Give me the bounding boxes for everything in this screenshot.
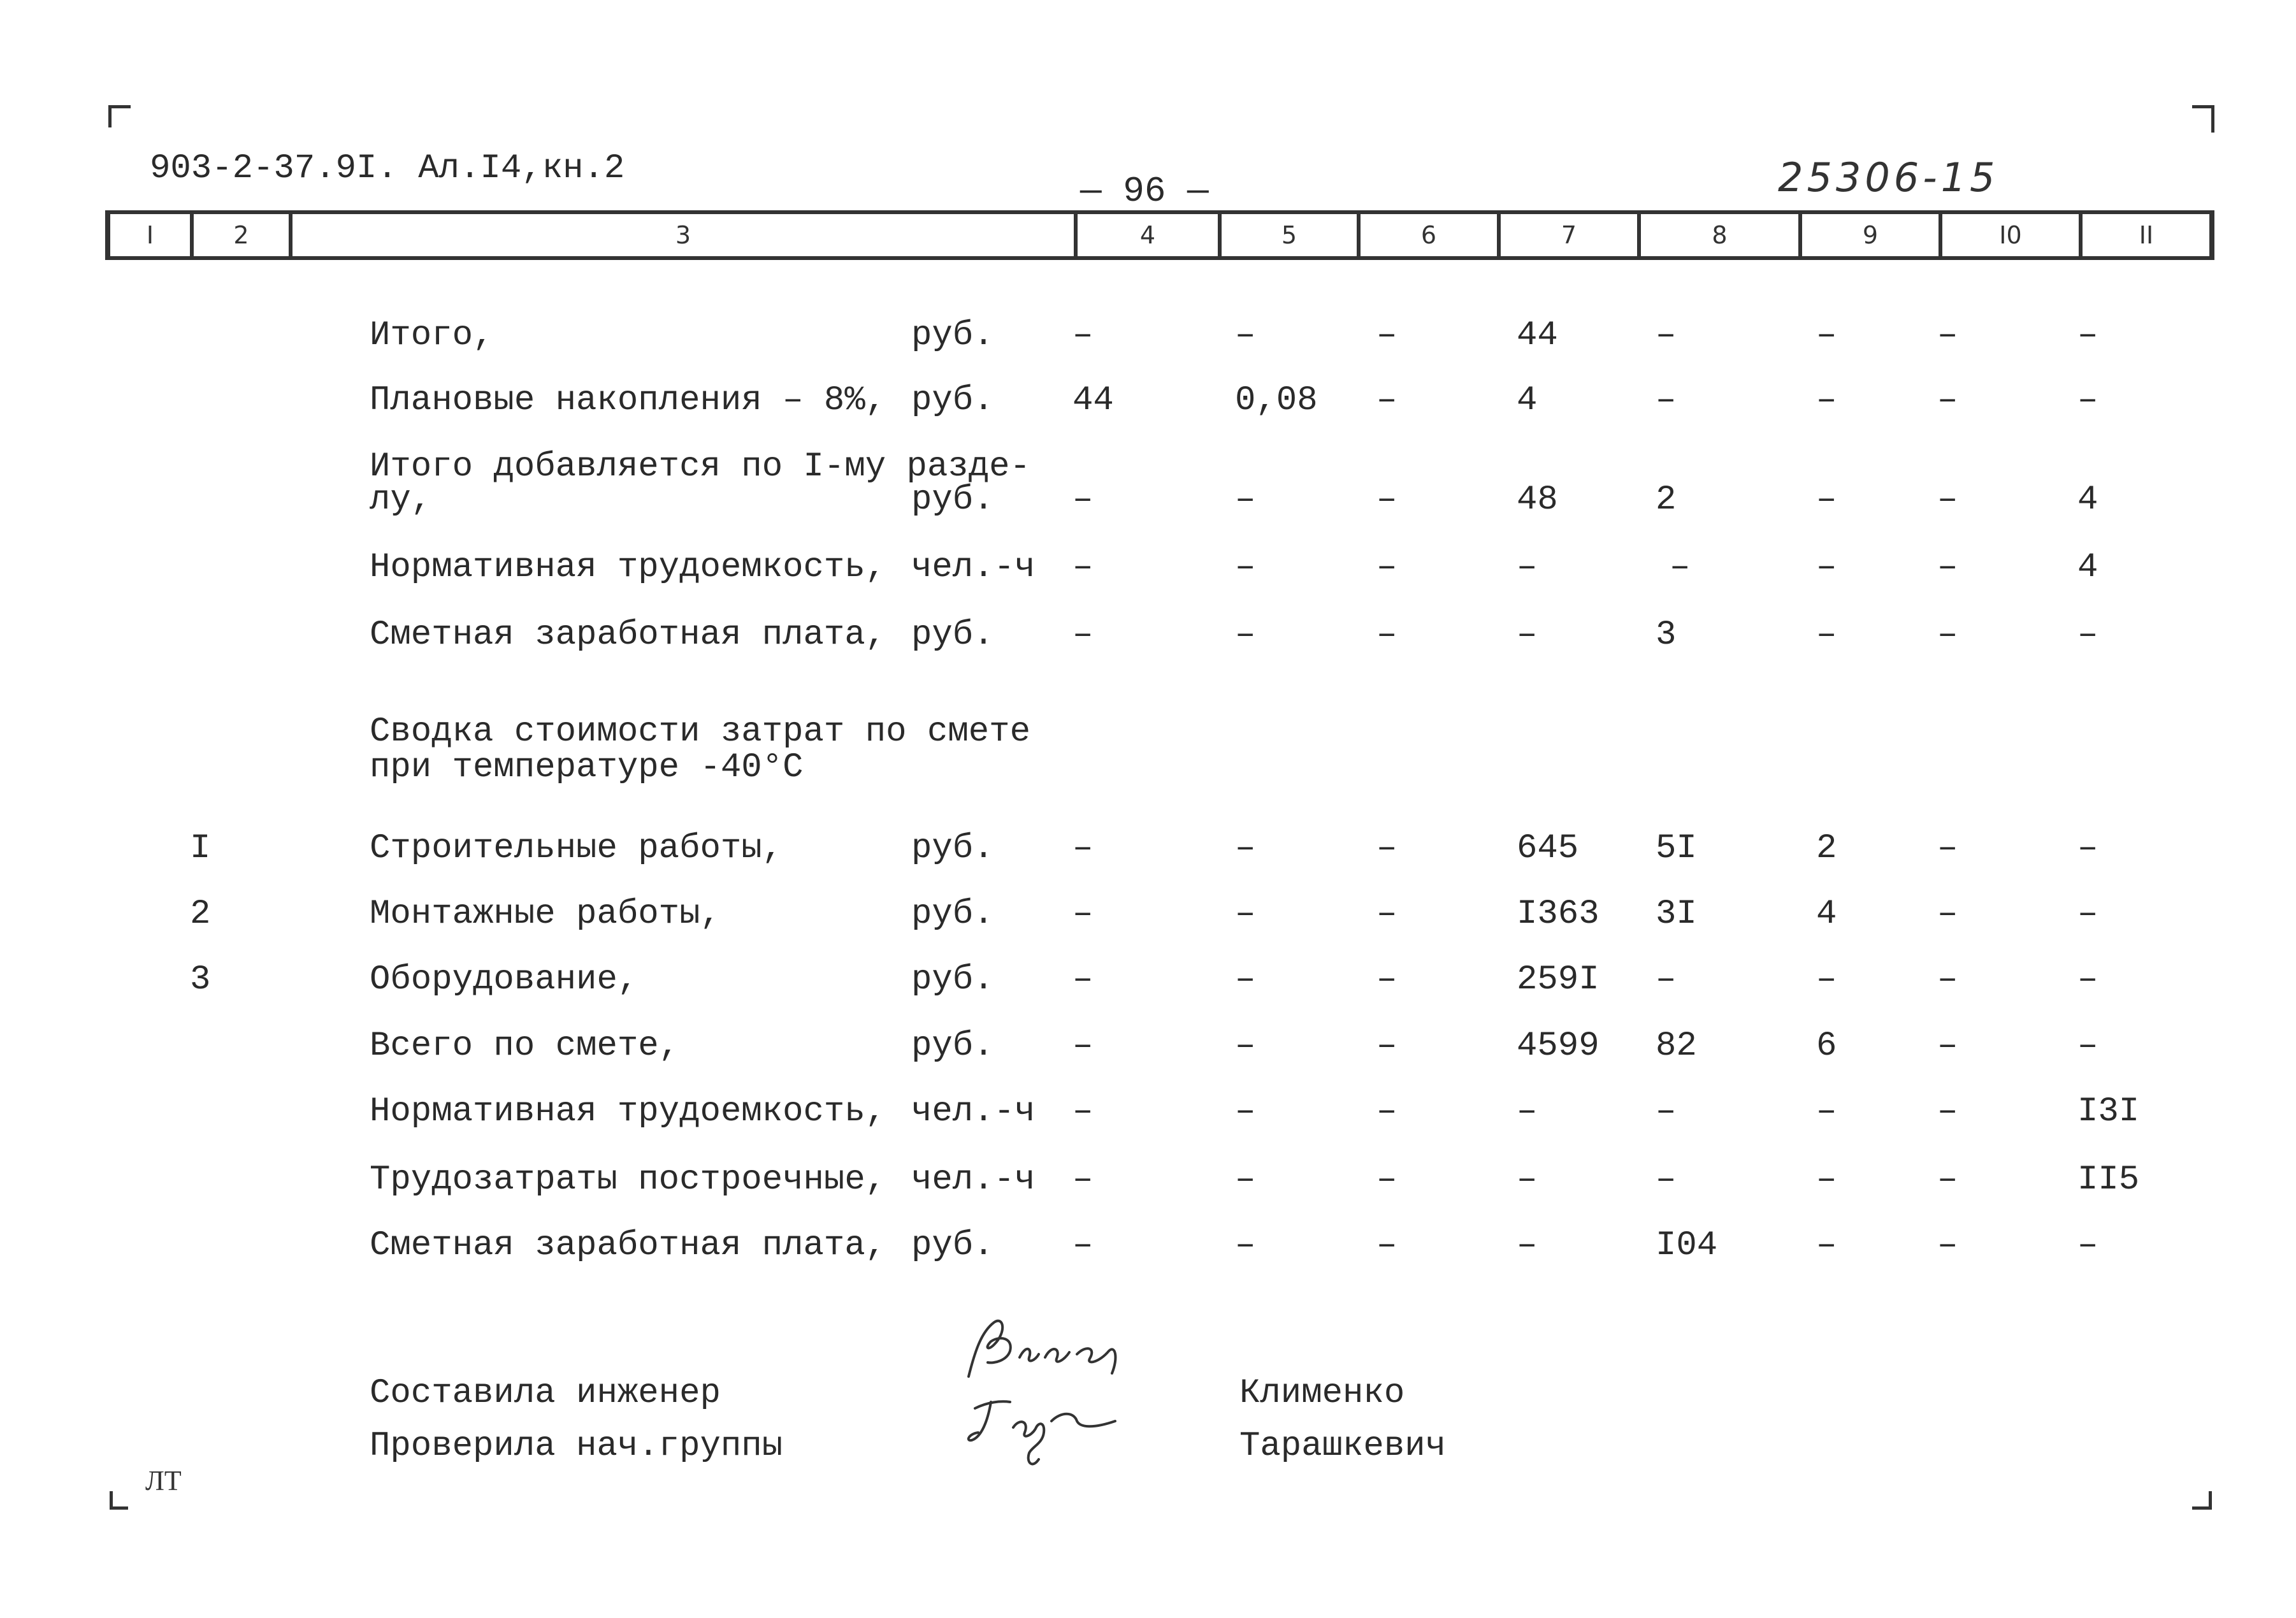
cell-col10: – <box>1937 1027 1958 1065</box>
row-label: Сметная заработная плата, <box>370 616 886 654</box>
cell-col11: I3I <box>2077 1092 2140 1131</box>
cell-col4: – <box>1072 1027 1094 1065</box>
cell-col4: – <box>1072 616 1094 654</box>
cell-col9: – <box>1816 381 1837 420</box>
row-label: Сметная заработная плата, <box>370 1226 886 1265</box>
cell-col11: 4 <box>2077 548 2098 587</box>
column-header: I0 <box>1942 214 2083 256</box>
row-number: 3 <box>190 960 211 999</box>
cell-col5: 0,08 <box>1235 381 1318 420</box>
cell-col9: – <box>1816 316 1837 355</box>
column-header: 4 <box>1078 214 1222 256</box>
cell-col5: – <box>1235 1092 1256 1131</box>
cell-col10: – <box>1937 960 1958 999</box>
cell-col6: – <box>1376 316 1397 355</box>
cell-col10: – <box>1937 480 1958 519</box>
cell-col4: – <box>1072 480 1094 519</box>
cell-col6: – <box>1376 381 1397 420</box>
row-label: Монтажные работы, <box>370 895 721 934</box>
cell-col8: – <box>1656 960 1677 999</box>
cell-col10: – <box>1937 1092 1958 1131</box>
cell-col5: – <box>1235 895 1256 934</box>
cell-col5: – <box>1235 1160 1256 1199</box>
cell-col6: – <box>1376 1092 1397 1131</box>
cell-col11: – <box>2077 316 2098 355</box>
row-label: Итого добавляется по I-му разде- <box>370 447 1030 486</box>
column-header: 8 <box>1641 214 1802 256</box>
cell-col6: – <box>1376 829 1397 868</box>
cell-col6: – <box>1376 960 1397 999</box>
cell-col6: – <box>1376 1226 1397 1265</box>
cell-col9: – <box>1816 1092 1837 1131</box>
column-header: 2 <box>194 214 292 256</box>
summary-title-line2: при температуре -40°С <box>370 748 804 787</box>
row-unit: руб. <box>911 960 994 999</box>
cell-col11: – <box>2077 381 2098 420</box>
row-number: 2 <box>190 895 211 934</box>
cell-col7: – <box>1517 616 1538 654</box>
row-unit: руб. <box>911 316 994 355</box>
cell-col5: – <box>1235 480 1256 519</box>
cell-col7: – <box>1517 1226 1538 1265</box>
cell-col10: – <box>1937 1160 1958 1199</box>
cell-col5: – <box>1235 1226 1256 1265</box>
cell-col9: – <box>1816 1160 1837 1199</box>
cell-col8: – <box>1656 1092 1677 1131</box>
cell-col9: 4 <box>1816 895 1837 934</box>
cell-col10: – <box>1937 548 1958 587</box>
column-header: 9 <box>1802 214 1942 256</box>
row-unit: руб. <box>911 1027 994 1065</box>
cell-col6: – <box>1376 1027 1397 1065</box>
cell-col8: 3 <box>1656 616 1677 654</box>
cell-col8: I04 <box>1656 1226 1718 1265</box>
cell-col7: 48 <box>1517 480 1558 519</box>
cell-col9: – <box>1816 480 1837 519</box>
row-number: I <box>190 829 211 868</box>
cell-col5: – <box>1235 616 1256 654</box>
cell-col7: 259I <box>1517 960 1599 999</box>
cell-col9: – <box>1816 616 1837 654</box>
column-header: 5 <box>1222 214 1361 256</box>
cell-col10: – <box>1937 316 1958 355</box>
cell-col8: 3I <box>1656 895 1697 934</box>
footer-mark: ЛТ <box>145 1465 182 1496</box>
cell-col8: – <box>1656 381 1677 420</box>
cell-col11: – <box>2077 960 2098 999</box>
page-number: — 96 — <box>1080 171 1209 212</box>
column-header: 6 <box>1361 214 1501 256</box>
cell-col10: – <box>1937 381 1958 420</box>
cell-col7: – <box>1517 1160 1538 1199</box>
cell-col11: – <box>2077 829 2098 868</box>
checked-by-label: Проверила нач.группы <box>370 1427 783 1466</box>
cell-col8: – <box>1656 316 1677 355</box>
column-header: 7 <box>1501 214 1641 256</box>
row-unit: руб. <box>911 1226 994 1265</box>
cell-col7: – <box>1517 1092 1538 1131</box>
column-header-grid <box>105 210 2214 260</box>
cell-col4: – <box>1072 1160 1094 1199</box>
row-unit: руб. <box>911 829 994 868</box>
row-label: Всего по смете, <box>370 1027 680 1065</box>
cell-col9: – <box>1816 548 1837 587</box>
row-label-continued: лу, <box>370 480 432 519</box>
cell-col10: – <box>1937 616 1958 654</box>
corner-mark-top-right <box>2192 105 2214 133</box>
cell-col9: 2 <box>1816 829 1837 868</box>
cell-col6: – <box>1376 895 1397 934</box>
cell-col7: 4 <box>1517 381 1538 420</box>
cell-col8: – <box>1670 548 1691 587</box>
cell-col4: 44 <box>1072 381 1114 420</box>
corner-mark-bottom-left <box>110 1491 128 1510</box>
row-label: Плановые накопления – 8%, <box>370 381 886 420</box>
row-unit: чел.-ч <box>911 548 1036 587</box>
cell-col8: 5I <box>1656 829 1697 868</box>
cell-col5: – <box>1235 548 1256 587</box>
cell-col7: I363 <box>1517 895 1599 934</box>
cell-col9: 6 <box>1816 1027 1837 1065</box>
cell-col11: II5 <box>2077 1160 2140 1199</box>
cell-col7: – <box>1517 548 1538 587</box>
row-unit: руб. <box>911 616 994 654</box>
cell-col7: 645 <box>1517 829 1579 868</box>
handwritten-signature-bottom <box>956 1383 1147 1478</box>
row-label: Нормативная трудоемкость, <box>370 548 886 587</box>
cell-col10: – <box>1937 895 1958 934</box>
cell-col11: – <box>2077 616 2098 654</box>
row-label: Нормативная трудоемкость, <box>370 1092 886 1131</box>
cell-col4: – <box>1072 895 1094 934</box>
compiled-by-name: Клименко <box>1239 1374 1405 1413</box>
compiled-by-label: Составила инженер <box>370 1374 721 1413</box>
cell-col5: – <box>1235 1027 1256 1065</box>
column-header: I <box>110 214 194 256</box>
cell-col11: – <box>2077 1027 2098 1065</box>
cell-col6: – <box>1376 616 1397 654</box>
cell-col7: 44 <box>1517 316 1558 355</box>
corner-mark-top-left <box>108 105 131 127</box>
cell-col10: – <box>1937 829 1958 868</box>
cell-col9: – <box>1816 1226 1837 1265</box>
summary-title-line1: Сводка стоимости затрат по смете <box>370 712 1030 751</box>
row-label: Оборудование, <box>370 960 639 999</box>
cell-col8: 2 <box>1656 480 1677 519</box>
cell-col10: – <box>1937 1226 1958 1265</box>
cell-col5: – <box>1235 829 1256 868</box>
column-header: II <box>2139 221 2154 249</box>
handwritten-signature-top <box>956 1313 1147 1389</box>
row-label: Трудозатраты построечные, <box>370 1160 886 1199</box>
handwritten-archive-code: 25306-15 <box>1778 154 1999 201</box>
cell-col9: – <box>1816 960 1837 999</box>
cell-col5: – <box>1235 960 1256 999</box>
row-unit: руб. <box>911 381 994 420</box>
cell-col8: 82 <box>1656 1027 1697 1065</box>
column-header: 3 <box>292 214 1078 256</box>
row-label: Итого, <box>370 316 494 355</box>
row-unit: руб. <box>911 895 994 934</box>
corner-mark-bottom-right <box>2192 1491 2212 1510</box>
cell-col4: – <box>1072 316 1094 355</box>
cell-col8: – <box>1656 1160 1677 1199</box>
cell-col4: – <box>1072 829 1094 868</box>
cell-col11: – <box>2077 1226 2098 1265</box>
cell-col4: – <box>1072 1226 1094 1265</box>
cell-col11: – <box>2077 895 2098 934</box>
cell-col6: – <box>1376 480 1397 519</box>
cell-col11: 4 <box>2077 480 2098 519</box>
cell-col4: – <box>1072 960 1094 999</box>
cell-col6: – <box>1376 1160 1397 1199</box>
cell-col4: – <box>1072 1092 1094 1131</box>
row-label: Строительные работы, <box>370 829 783 868</box>
row-unit: чел.-ч <box>911 1160 1036 1199</box>
row-unit: чел.-ч <box>911 1092 1036 1131</box>
document-code: 903-2-37.9I. Ал.I4,кн.2 <box>150 149 625 188</box>
checked-by-name: Тарашкевич <box>1239 1427 1447 1466</box>
cell-col5: – <box>1235 316 1256 355</box>
cell-col4: – <box>1072 548 1094 587</box>
row-unit: руб. <box>911 480 994 519</box>
cell-col6: – <box>1376 548 1397 587</box>
cell-col7: 4599 <box>1517 1027 1599 1065</box>
